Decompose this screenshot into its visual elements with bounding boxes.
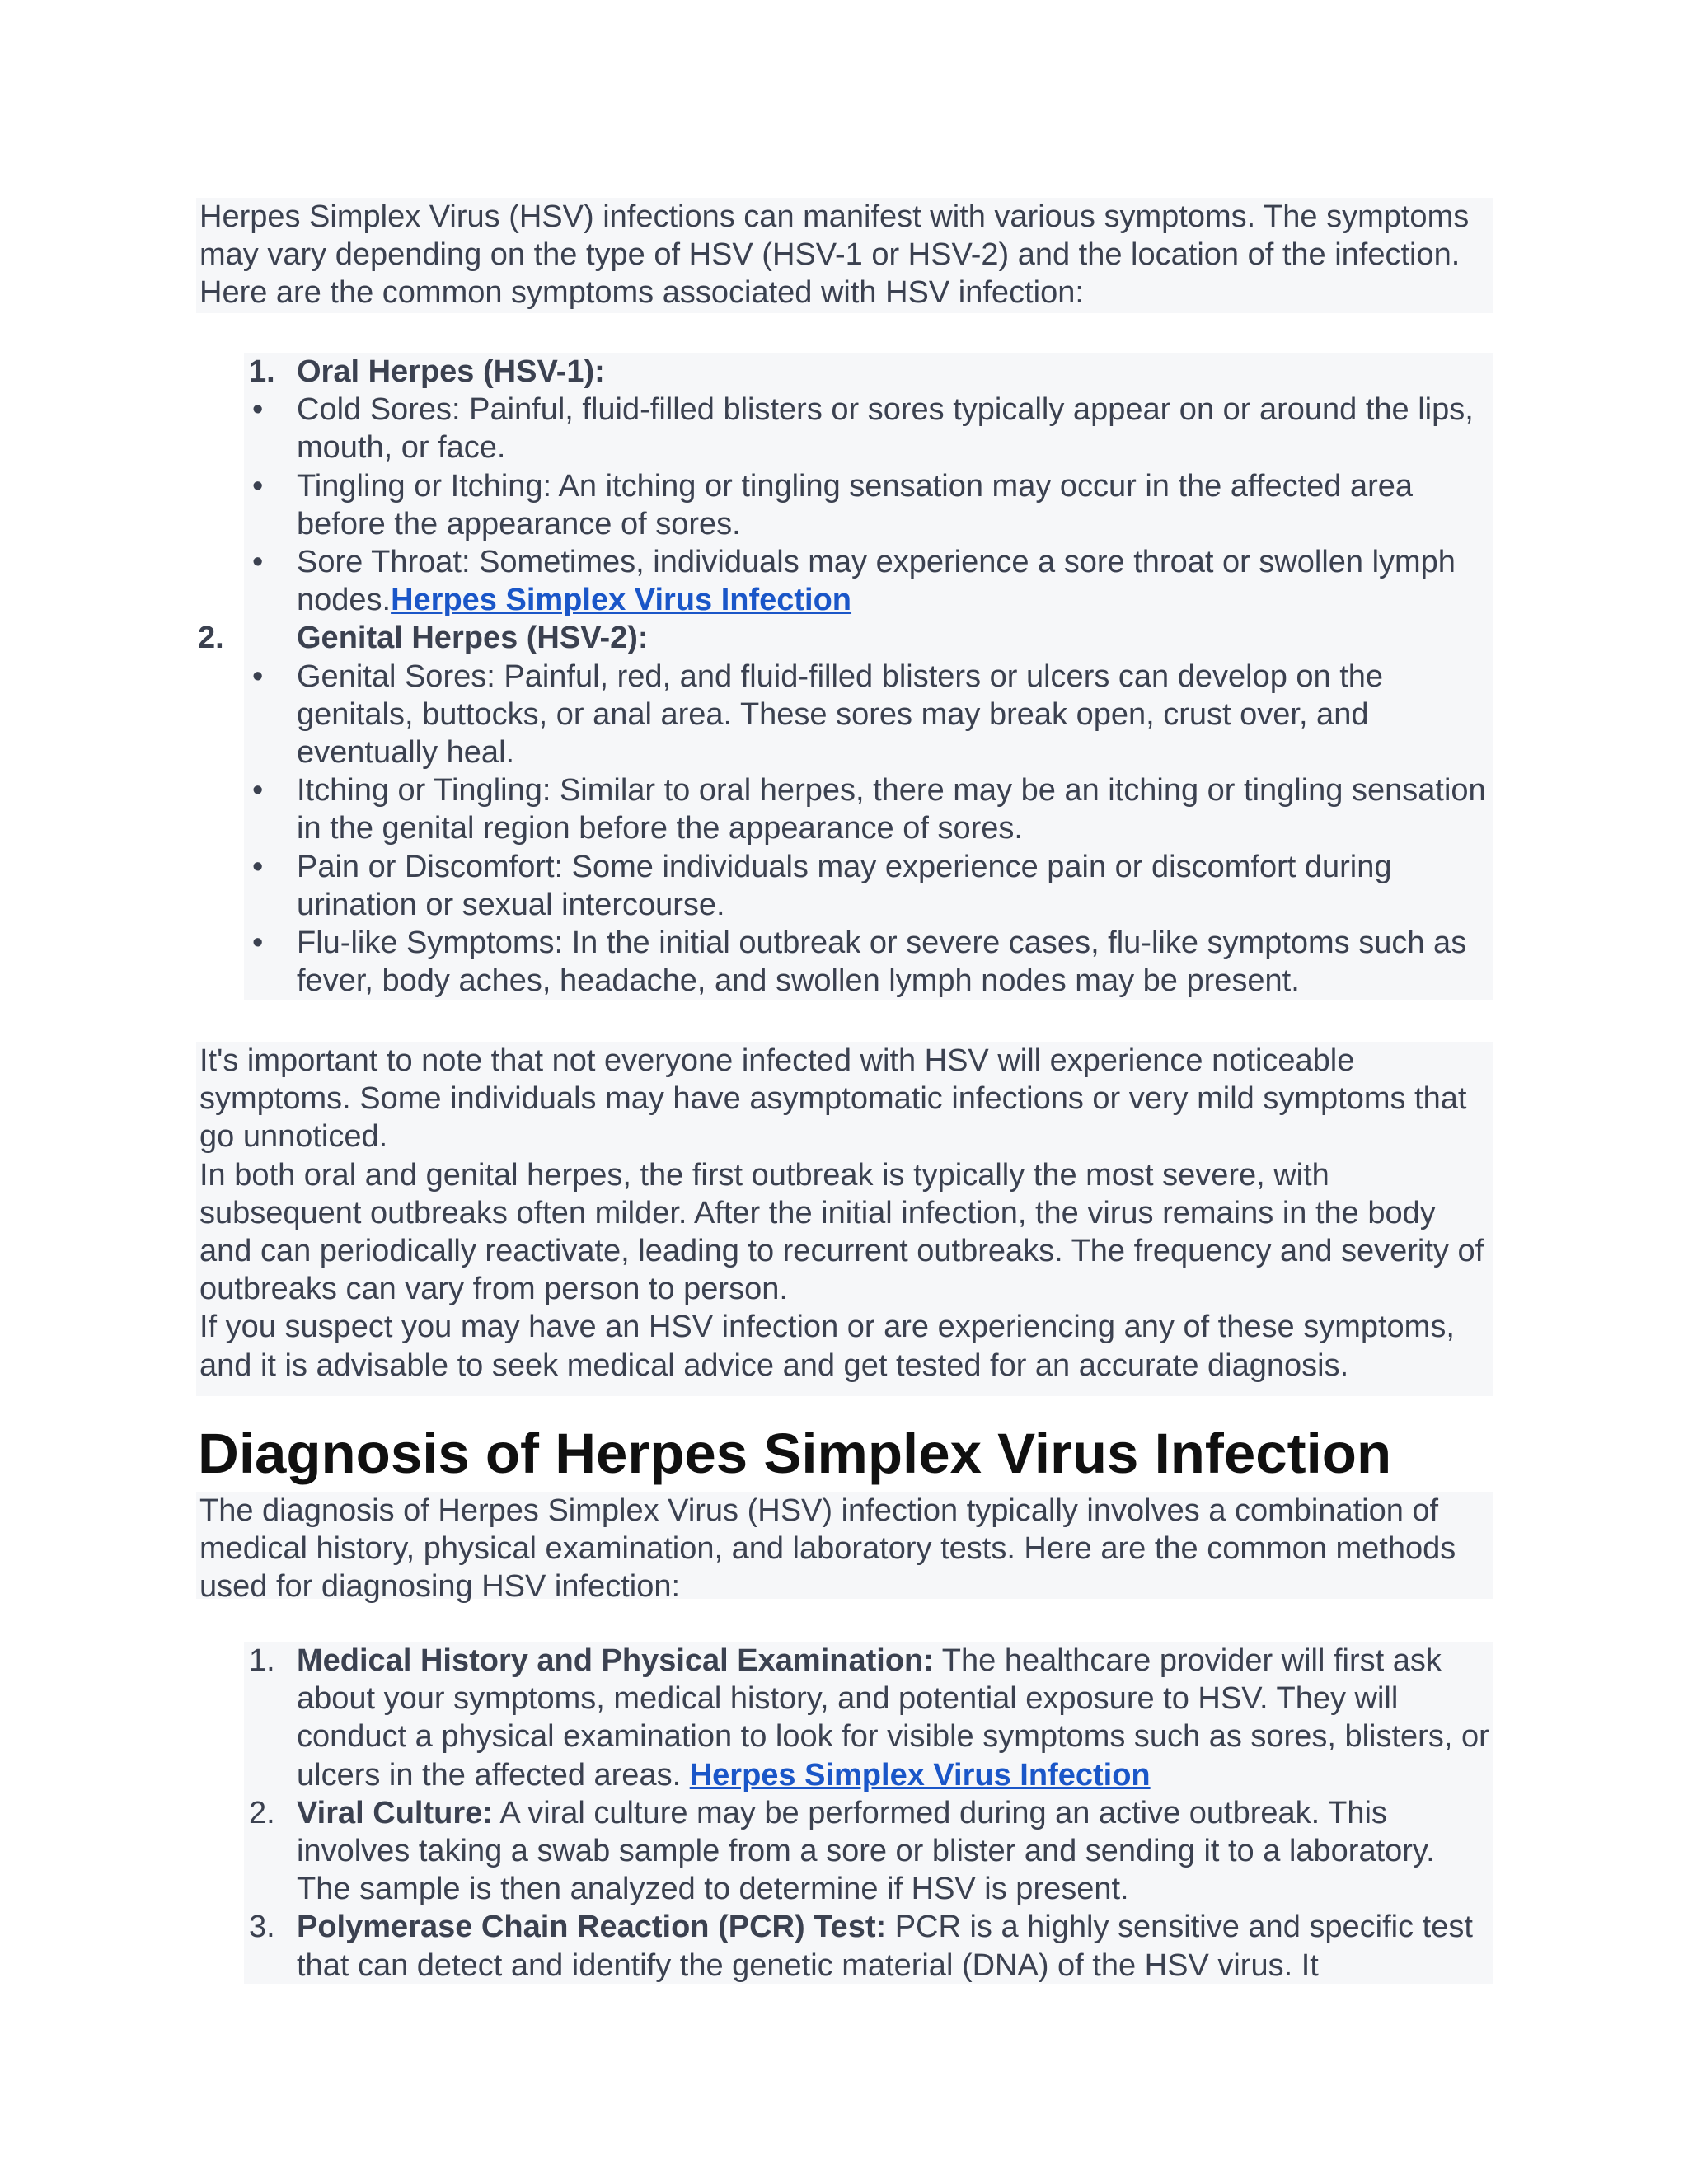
list-item [244, 1794, 1493, 1909]
method-title: Viral Culture: [297, 1795, 493, 1830]
list-number: 1. [249, 354, 275, 389]
diagnosis-intro: The diagnosis of Herpes Simplex Virus (HSV) infection typically involves a combination of medical history, physical examination, and laboratory tests. Here are the common methods used for diagnosing HSV infection: [199, 1493, 1456, 1605]
note-paragraph: It's important to note that not everyone infected with HSV will experience noticeable symptoms. Some individuals may have asymptomatic infections or very mild symptoms that go unnoticed. [199, 1043, 1467, 1155]
intro-paragraph: Herpes Simplex Virus (HSV) infections can manifest with various symptoms. The symptoms may vary depending on the type of HSV (HSV-1 or HSV-2) and the location of the infection. Here are the common symptoms associated with HSV infection: [199, 199, 1470, 311]
method-title: Polymerase Chain Reaction (PCR) Test: [297, 1910, 887, 1945]
oral-bullet-text: Cold Sores: Painful, fluid-filled blisters or sores typically appear on or around the lips, mouth, or face. [297, 392, 1474, 466]
note-paragraph: If you suspect you may have an HSV infection or are experiencing any of these symptoms, and it is advisable to seek medical advice and get tested for an accurate diagnosis. [199, 1310, 1455, 1383]
method-text: The healthcare provider will first ask about your symptoms, medical history, and potential exposure to HSV. They will conduct a physical examination to look for visible symptoms such as sores, blisters, or ulcers in the affected areas. [297, 1643, 1489, 1793]
list-number: 3. [249, 1910, 275, 1945]
list-number: 1. [249, 1643, 275, 1678]
diagnosis-methods-list [244, 1642, 1493, 1984]
bullet-icon: • [252, 773, 264, 808]
bullet-icon: • [252, 849, 264, 884]
list-item [244, 924, 1493, 1000]
method-title: Medical History and Physical Examination: [297, 1643, 934, 1678]
bullet-icon: • [252, 392, 264, 428]
genital-bullet-text: Itching or Tingling: Similar to oral herpes, there may be an itching or tingling sensation in the genital region before the appearance of sores. [297, 773, 1486, 846]
bullet-icon: • [252, 658, 264, 694]
symptoms-list [198, 353, 1493, 1000]
oral-herpes-title: Oral Herpes (HSV-1): [297, 354, 605, 389]
herpes-infection-link[interactable]: Herpes Simplex Virus Infection [391, 583, 852, 618]
list-number: 2. [249, 1795, 275, 1830]
genital-bullet-text: Flu-like Symptoms: In the initial outbreak or severe cases, flu-like symptoms such as fever, body aches, headache, and swollen lymph nodes may be present. [297, 926, 1467, 999]
oral-herpes-item [244, 353, 1493, 391]
list-item [244, 391, 1493, 466]
oral-bullet-text: Sore Throat: Sometimes, individuals may experience a sore throat or swollen lymph nodes. [297, 545, 1456, 618]
oral-bullet-text: Tingling or Itching: An itching or tingling sensation may occur in the affected area before the appearance of sores. [297, 468, 1414, 541]
list-item [244, 1642, 1493, 1794]
list-item [244, 1908, 1493, 1984]
intro-block [196, 198, 1493, 313]
bullet-icon: • [252, 926, 264, 961]
list-item [244, 771, 1493, 847]
method-text: A viral culture may be performed during an active outbreak. This involves taking a swab sample from a sore or blister and sending it to a laboratory. The sample is then analyzed to determine if HSV is present. [297, 1795, 1435, 1907]
genital-herpes-item [198, 619, 1493, 657]
list-item [244, 848, 1493, 924]
list-item [244, 658, 1493, 772]
herpes-infection-link[interactable]: Herpes Simplex Virus Infection [689, 1757, 1151, 1793]
bullet-icon: • [252, 468, 264, 504]
diagnosis-heading: Diagnosis of Herpes Simplex Virus Infection [198, 1422, 1392, 1485]
bullet-icon: • [252, 545, 264, 580]
method-text: PCR is a highly sensitive and specific test that can detect and identify the genetic material (DNA) of the HSV virus. It [297, 1910, 1473, 1983]
diagnosis-intro-block [196, 1492, 1493, 1605]
notes-block [196, 1042, 1493, 1396]
genital-bullet-text: Pain or Discomfort: Some individuals may experience pain or discomfort during urination or sexual intercourse. [297, 849, 1392, 922]
note-paragraph: In both oral and genital herpes, the first outbreak is typically the most severe, with subsequent outbreaks often milder. After the initial infection, the virus remains in the body and can periodically reactivate, leading to recurrent outbreaks. The frequency and severity of outbreaks can vary from person to person. [199, 1157, 1484, 1307]
list-item [244, 543, 1493, 619]
genital-bullet-text: Genital Sores: Painful, red, and fluid-filled blisters or ulcers can develop on the genitals, buttocks, or anal area. These sores may break open, crust over, and eventually heal. [297, 658, 1384, 771]
list-number: 2. [198, 621, 224, 656]
list-item [244, 467, 1493, 543]
genital-herpes-title: Genital Herpes (HSV-2): [297, 621, 649, 656]
